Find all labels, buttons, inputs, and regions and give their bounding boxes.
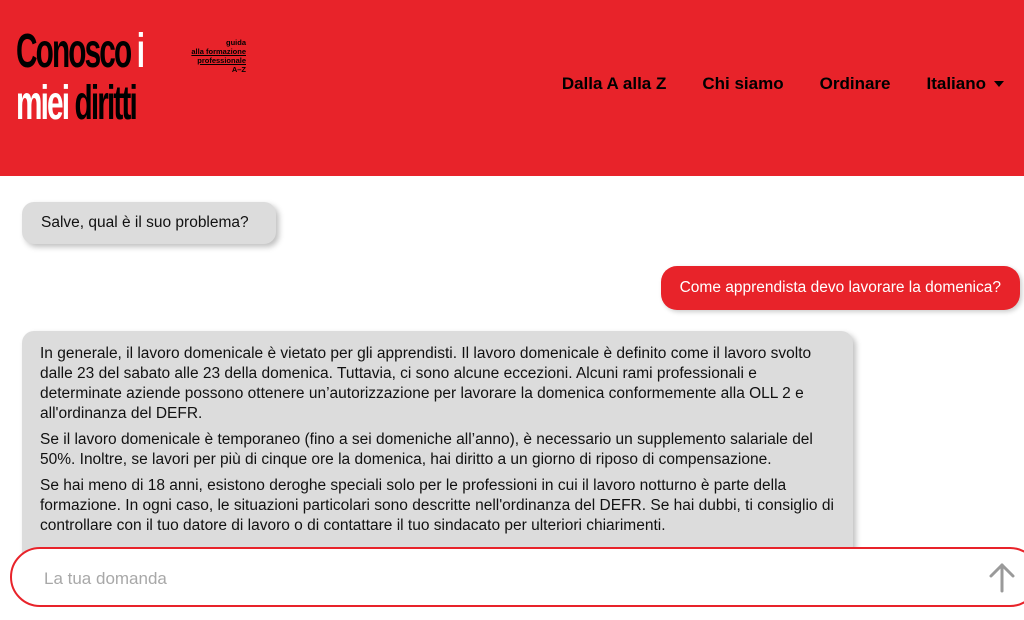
nav-item-ordinare[interactable]: Ordinare [819,74,891,93]
question-input[interactable] [42,565,946,593]
logo-word-diritti: diritti [74,77,136,130]
main-nav [562,72,1004,96]
logo-sub-line: alla formazione [191,47,246,56]
question-input-container [10,547,1024,607]
arrow-up-icon[interactable] [987,561,1017,593]
logo[interactable] [16,26,256,141]
logo-word-conosco: Conosco [16,25,131,78]
logo-subtitle [184,38,246,74]
user-question-text: Come apprendista devo lavorare la domenica? [679,279,1001,296]
answer-paragraph: Se hai meno di 18 anni, esistono deroghe speciali solo per le professioni in cui il lavoro notturno è parte della formazione. In ogni caso, le situazioni particolari sono descritte nell'ordinanza del DEFR. Se hai dubbi, ti consiglio di controllare con il tuo datore di lavoro o di contattare il tuo sindacato per ulteriori chiarimenti. [40,477,834,534]
logo-sub-line: professionale [197,56,246,65]
logo-wordmark [16,26,143,130]
language-label: Italiano [926,74,986,93]
answer-paragraph: In generale, il lavoro domenicale è vietato per gli apprendisti. Il lavoro domenicale è definito come il lavoro svolto dalle 23 del sabato alle 23 della domenica. Tuttavia, ci sono alcune eccezioni. Alcuni rami professionali e determinate aziende possono ottenere un’autorizzazione per lavorare la domenica conformemente alla OLL 2 e all'ordinanza del DEFR. [40,345,812,422]
logo-sub-line: guida [226,38,246,47]
caret-down-icon [994,81,1004,87]
logo-sub-line: A–Z [231,65,246,74]
site-header [0,0,1024,176]
bot-answer-bubble [22,331,853,556]
answer-paragraph: Se il lavoro domenicale è temporaneo (fino a sei domeniche all’anno), è necessario un supplemento salariale del 50%. Inoltre, se lavori per più di cinque ore la domenica, hai diritto a un giorno di riposo di compensazione. [40,431,813,468]
nav-item-dalla-a-alla-z[interactable]: Dalla A alla Z [561,74,667,93]
bot-greeting-bubble [22,202,276,244]
logo-word-i: i [136,25,144,78]
language-selector[interactable] [926,74,1004,94]
greeting-text: Salve, qual è il suo problema? [41,214,249,231]
user-message-bubble [661,266,1020,310]
logo-word-miei: miei [16,77,69,130]
nav-item-chi-siamo[interactable]: Chi siamo [702,74,784,93]
